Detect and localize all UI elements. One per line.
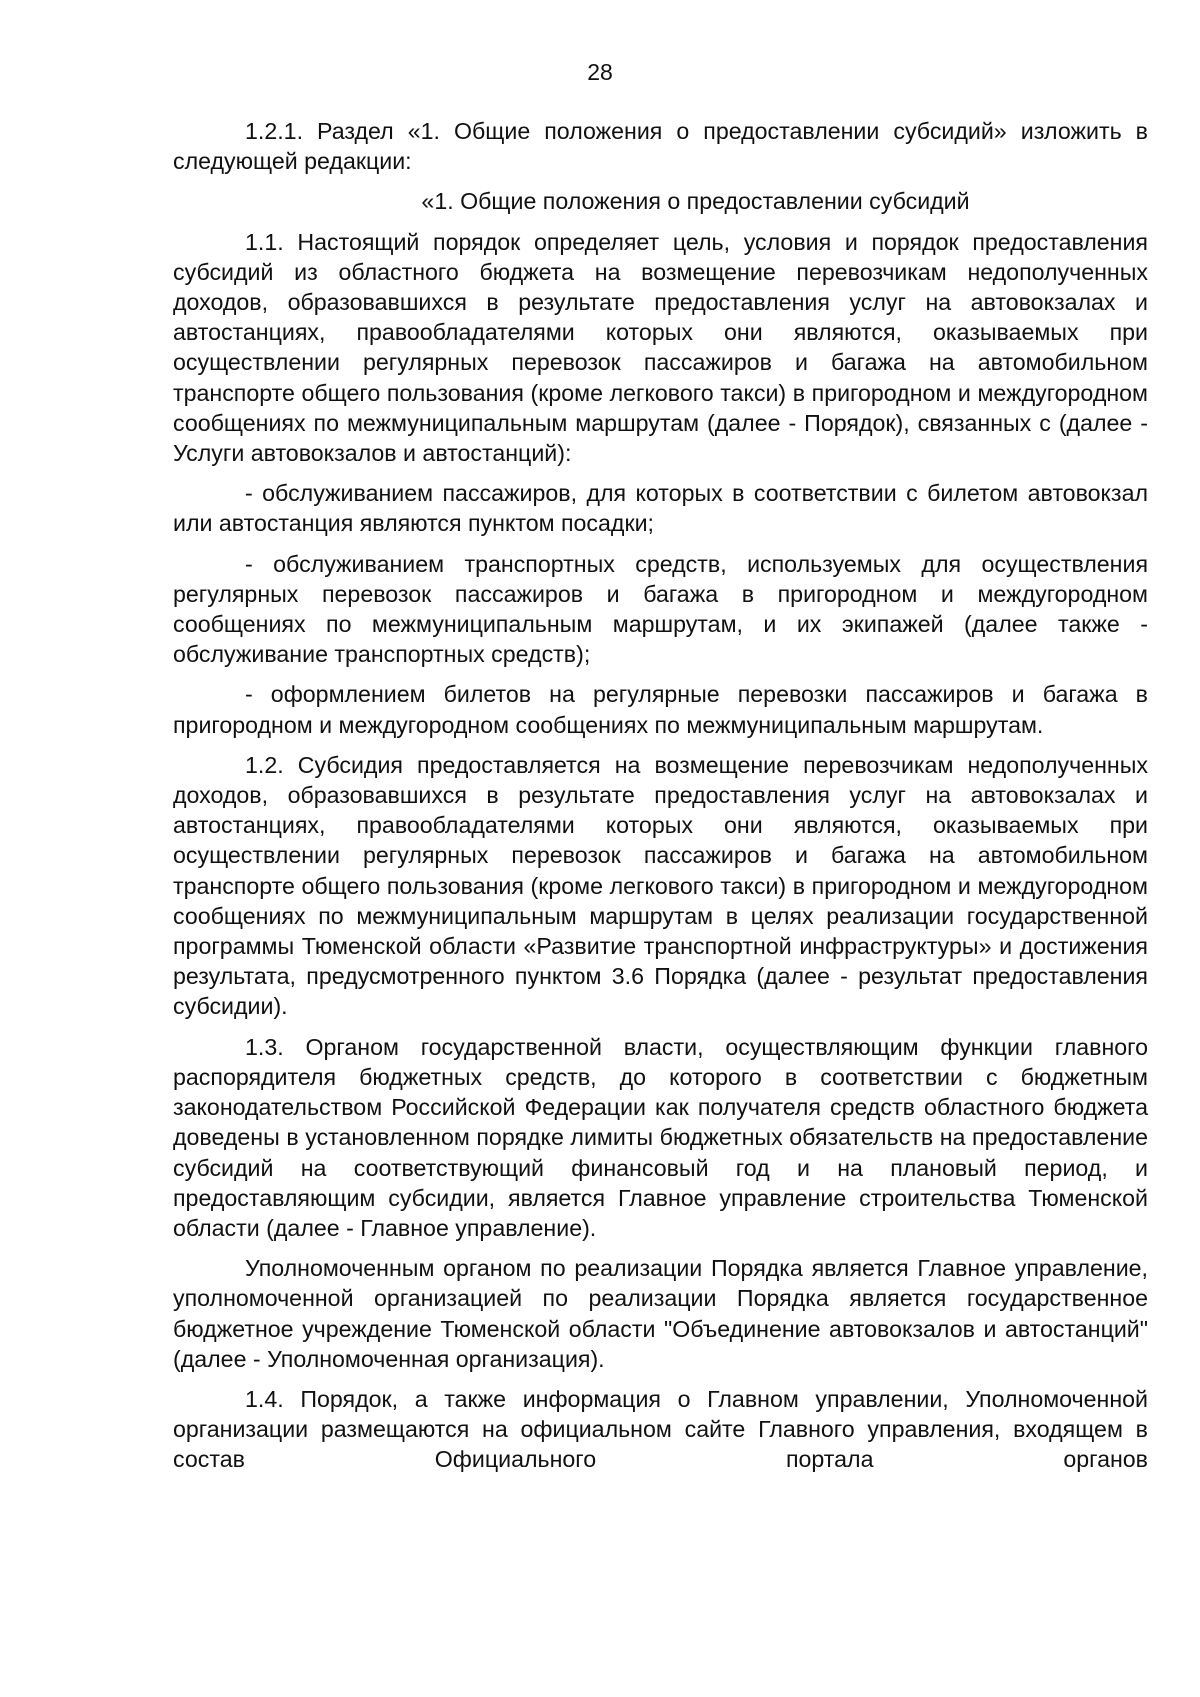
page-number: 28	[587, 59, 613, 85]
paragraph-1-2-1: 1.2.1. Раздел «1. Общие положения о предоставлении субсидий» изложить в следующей редакции:	[173, 118, 1148, 175]
paragraph-1-3: 1.3. Органом государственной власти, осуществляющим функции главного распорядителя бюджетных средств, до которого в соответствии с бюджетным законодательством Российской Федерации как получателя средств областного бюджета доведены в установленном порядке лимиты бюджетных обязательств на предоставление субсидий на соответствующий финансовый год и на плановый период, и предоставляющим субсидии, является Главное управление строительства Тюменской области (далее - Главное управление).	[173, 1033, 1148, 1241]
list-item-vehicle-service: - обслуживанием транспортных средств, используемых для осуществления регулярных перевозок пассажиров и багажа в пригородном и междугородном сообщениях по межмуниципальным маршрутам, и их экипажей (далее также - обслуживание транспортных средств);	[173, 550, 1148, 668]
paragraph-1-1: 1.1. Настоящий порядок определяет цель, условия и порядок предоставления субсидий из областного бюджета на возмещение перевозчикам недополученных доходов, образовавшихся в результате предоставления услуг на автовокзалах и автостанциях, правообладателями которых они являются, оказываемых при осуществлении регулярных перевозок пассажиров и багажа на автомобильном транспорте общего пользования (кроме легкового такси) в пригородном и междугородном сообщениях по межмуниципальным маршрутам (далее - Порядок), связанных с (далее - Услуги автовокзалов и автостанций):	[173, 228, 1148, 467]
document-body	[173, 116, 1148, 1485]
list-item-passenger-service: - обслуживанием пассажиров, для которых в соответствии с билетом автовокзал или автостанция являются пунктом посадки;	[173, 480, 1148, 537]
paragraph-1-2: 1.2. Субсидия предоставляется на возмещение перевозчикам недополученных доходов, образовавшихся в результате предоставления услуг на автовокзалах и автостанциях, правообладателями которых они являются, оказываемых при осуществлении регулярных перевозок пассажиров и багажа на автомобильном транспорте общего пользования (кроме легкового такси) в пригородном и междугородном сообщениях по межмуниципальным маршрутам в целях реализации государственной программы Тюменской области «Развитие транспортной инфраструктуры» и достижения результата, предусмотренного пунктом 3.6 Порядка (далее - результат предоставления субсидии).	[173, 751, 1148, 1020]
list-item-ticketing: - оформлением билетов на регулярные перевозки пассажиров и багажа в пригородном и междугородном сообщениях по межмуниципальным маршрутам.	[173, 681, 1148, 738]
paragraph-authorized-body: Уполномоченным органом по реализации Порядка является Главное управление, уполномоченной организацией по реализации Порядка является государственное бюджетное учреждение Тюменской области "Объединение автовокзалов и автостанций" (далее - Уполномоченная организация).	[173, 1255, 1148, 1372]
paragraph-1-4: 1.4. Порядок, а также информация о Главном управлении, Уполномоченной организации размещаются на официальном сайте Главного управления, входящем в состав Официального портала органов	[173, 1385, 1148, 1473]
section-heading: «1. Общие положения о предоставлении субсидий	[421, 188, 970, 215]
